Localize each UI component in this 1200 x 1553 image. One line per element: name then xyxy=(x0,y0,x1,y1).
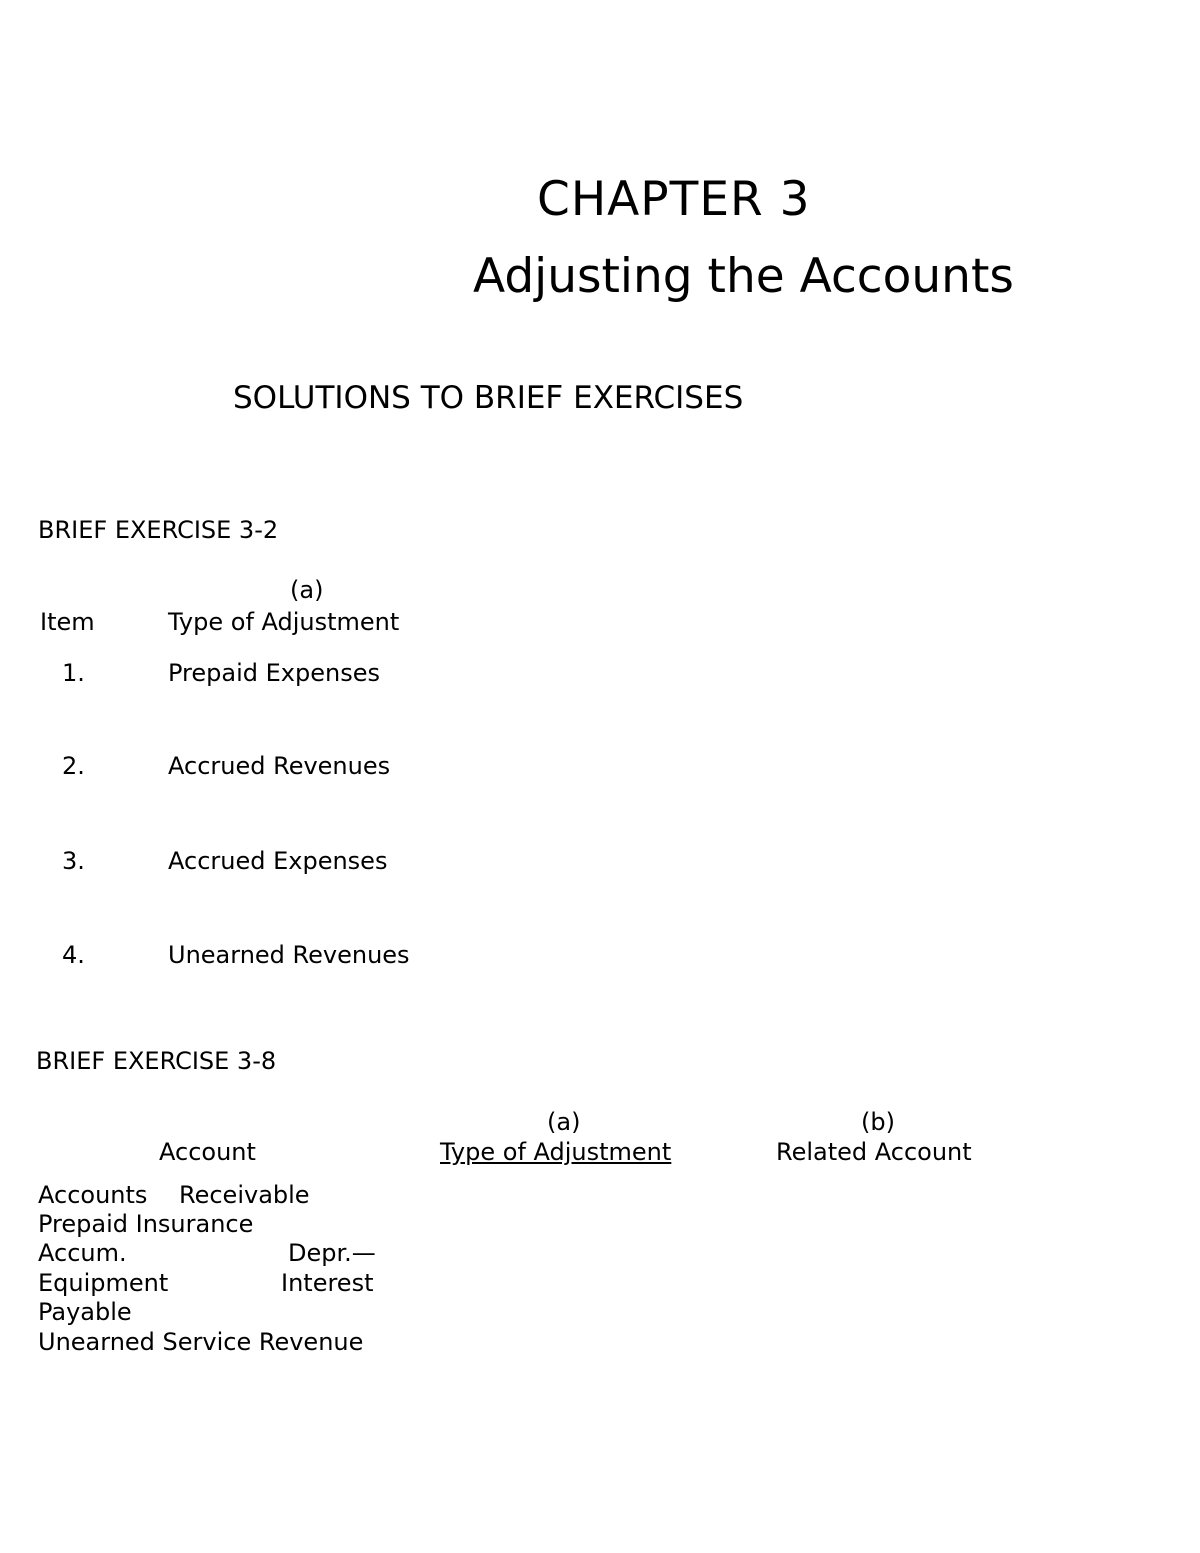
column-header-type: Type of Adjustment xyxy=(168,608,400,636)
table-row-type: Accrued Expenses xyxy=(168,847,388,875)
table-row-item: 1. xyxy=(62,659,85,687)
column-header-related-account: Related Account xyxy=(776,1138,972,1166)
chapter-subtitle: Adjusting the Accounts xyxy=(473,249,1014,304)
table-row-type: Unearned Revenues xyxy=(168,941,410,969)
table-row-item: 3. xyxy=(62,847,85,875)
account-text: Payable xyxy=(38,1298,132,1326)
table-row-item: 4. xyxy=(62,941,85,969)
section-heading: SOLUTIONS TO BRIEF EXERCISES xyxy=(233,380,744,416)
column-marker-b: (b) xyxy=(861,1108,895,1136)
account-text: Accounts xyxy=(38,1181,148,1209)
table-row-item: 2. xyxy=(62,752,85,780)
account-text: Unearned Service Revenue xyxy=(38,1328,364,1356)
chapter-title: CHAPTER 3 xyxy=(537,172,811,227)
account-text: Interest xyxy=(281,1269,374,1297)
column-header-item: Item xyxy=(40,608,95,636)
account-text: Equipment xyxy=(38,1269,169,1297)
column-header-type: Type of Adjustment xyxy=(440,1138,672,1166)
account-text: Prepaid Insurance xyxy=(38,1210,254,1238)
account-text: Accum. xyxy=(38,1239,127,1267)
account-text: Depr.— xyxy=(288,1239,376,1267)
account-text: Receivable xyxy=(179,1181,310,1209)
column-marker-a: (a) xyxy=(547,1108,581,1136)
brief-exercise-3-2-heading: BRIEF EXERCISE 3-2 xyxy=(38,516,279,544)
table-row-type: Prepaid Expenses xyxy=(168,659,380,687)
table-row-type: Accrued Revenues xyxy=(168,752,391,780)
brief-exercise-3-8-heading: BRIEF EXERCISE 3-8 xyxy=(36,1047,277,1075)
column-marker-a: (a) xyxy=(290,576,324,604)
column-header-account: Account xyxy=(159,1138,256,1166)
